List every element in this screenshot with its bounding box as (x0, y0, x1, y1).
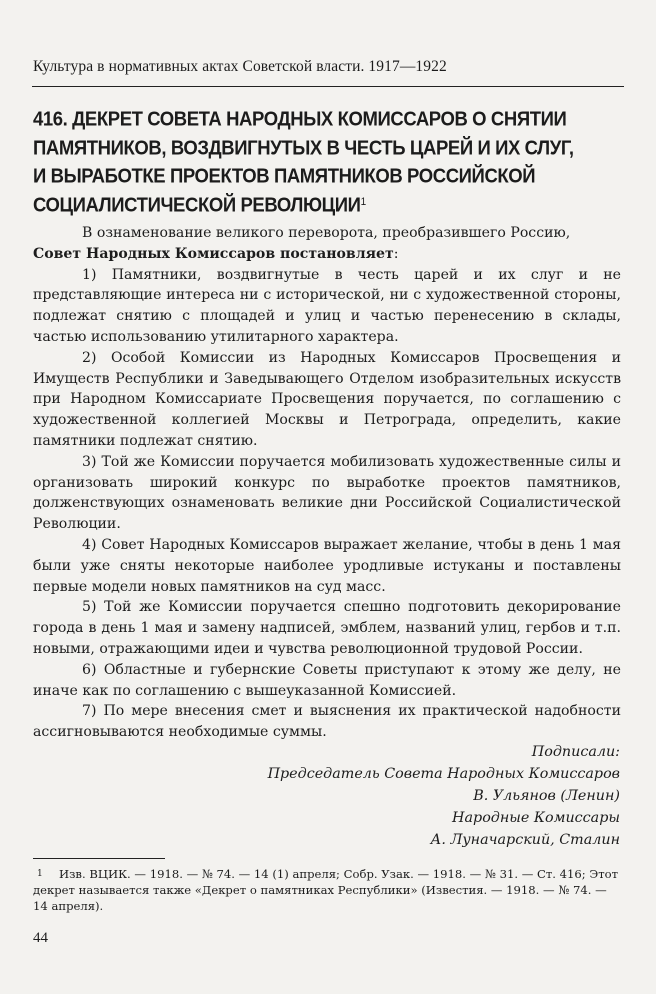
resolving-body: Совет Народных Комиссаров постановляет (33, 245, 394, 262)
decree-item-1: 1) Памятники, воздвигнутые в честь царей и их слуг и не представляющие интереса ни с исторической, ни с художественной стороны, подлежат снятию с площадей и улиц и частью перенесению в склады, частью использованию утилитарного характера. (33, 266, 621, 345)
title-line: И ВЫРАБОТКЕ ПРОЕКТОВ ПАМЯТНИКОВ РОССИЙСКОЙ (33, 163, 536, 187)
footnote-mark: 1 (37, 869, 43, 879)
decree-title (33, 104, 623, 218)
page-number: 44 (33, 930, 48, 946)
chair-title: Председатель Совета Народных Комиссаров (267, 766, 620, 782)
decree-item-3: 3) Той же Комиссии поручается мобилизовать художественные силы и организовать широкий конкурс по выработке проектов памятников, долженствующих ознаменовать великие дни Российской Социалистической Революции. (33, 453, 621, 533)
signed-label: Подписали: (531, 744, 620, 760)
decree-item-5: 5) Той же Комиссии поручается спешно подготовить декорирование города в день 1 мая и замену надписей, эмблем, названий улиц, гербов и т.п. новыми, отражающими идеи и чувства революционной трудовой России. (33, 599, 621, 657)
title-line (33, 190, 623, 219)
title-line: ПАМЯТНИКОВ, ВОЗДВИГНУТЫХ В ЧЕСТЬ ЦАРЕЙ И ИХ СЛУГ, (33, 134, 574, 159)
decree-item-7: 7) По мере внесения смет и выяснения их практической надобности ассигновываются необходимые суммы. (33, 703, 621, 741)
decree-item-4: 4) Совет Народных Комиссаров выражает желание, чтобы в день 1 мая были уже сняты некоторые наиболее уродливые истуканы и поставлены первые модели новых памятников на суд масс. (33, 536, 621, 595)
decree-item-2: 2) Особой Комиссии из Народных Комиссаров Просвещения и Имуществ Республики и Заведывающего Отделом изобразительных искусств при Народном Комиссариате Просвещения поручается, по соглашению с художественной коллегией Москвы и Петрограда, определить, какие памятники подлежат снятию. (33, 349, 621, 449)
signature-block (268, 741, 620, 851)
decree-body (33, 223, 621, 743)
decree-item-6: 6) Областные и губернские Советы приступают к этому же делу, не иначе как по соглашению с вышеуказанной Комиссией. (33, 661, 621, 699)
title-footnote-ref[interactable]: 1 (360, 195, 366, 208)
running-header: Культура в нормативных актах Советской власти. 1917—1922 (33, 58, 447, 75)
footnote-text: Изв. ВЦИК. — 1918. — № 74. — 14 (1) апреля; Собр. Узак. — 1918. — № 31. — Ст. 416; Этот декрет называется также «Декрет о памятниках Республики» (Известия. — 1918. — № 74. — 14 апреля). (33, 867, 619, 913)
footnote-rule (33, 858, 165, 859)
preamble-resolution (33, 244, 621, 265)
preamble: В ознаменование великого переворота, преобразившего Россию, (82, 225, 571, 241)
title-line-text: СОЦИАЛИСТИЧЕСКОЙ РЕВОЛЮЦИИ (33, 191, 361, 216)
footnote (33, 866, 623, 914)
title-line: 416. ДЕКРЕТ СОВЕТА НАРОДНЫХ КОМИССАРОВ О СНЯТИИ (33, 106, 567, 130)
chair-name: В. Ульянов (Ленин) (473, 788, 620, 804)
commissars-names: А. Луначарский, Сталин (430, 832, 620, 848)
resolution-colon: : (393, 245, 399, 262)
commissars-title: Народные Комиссары (452, 810, 620, 826)
header-rule (32, 86, 624, 87)
